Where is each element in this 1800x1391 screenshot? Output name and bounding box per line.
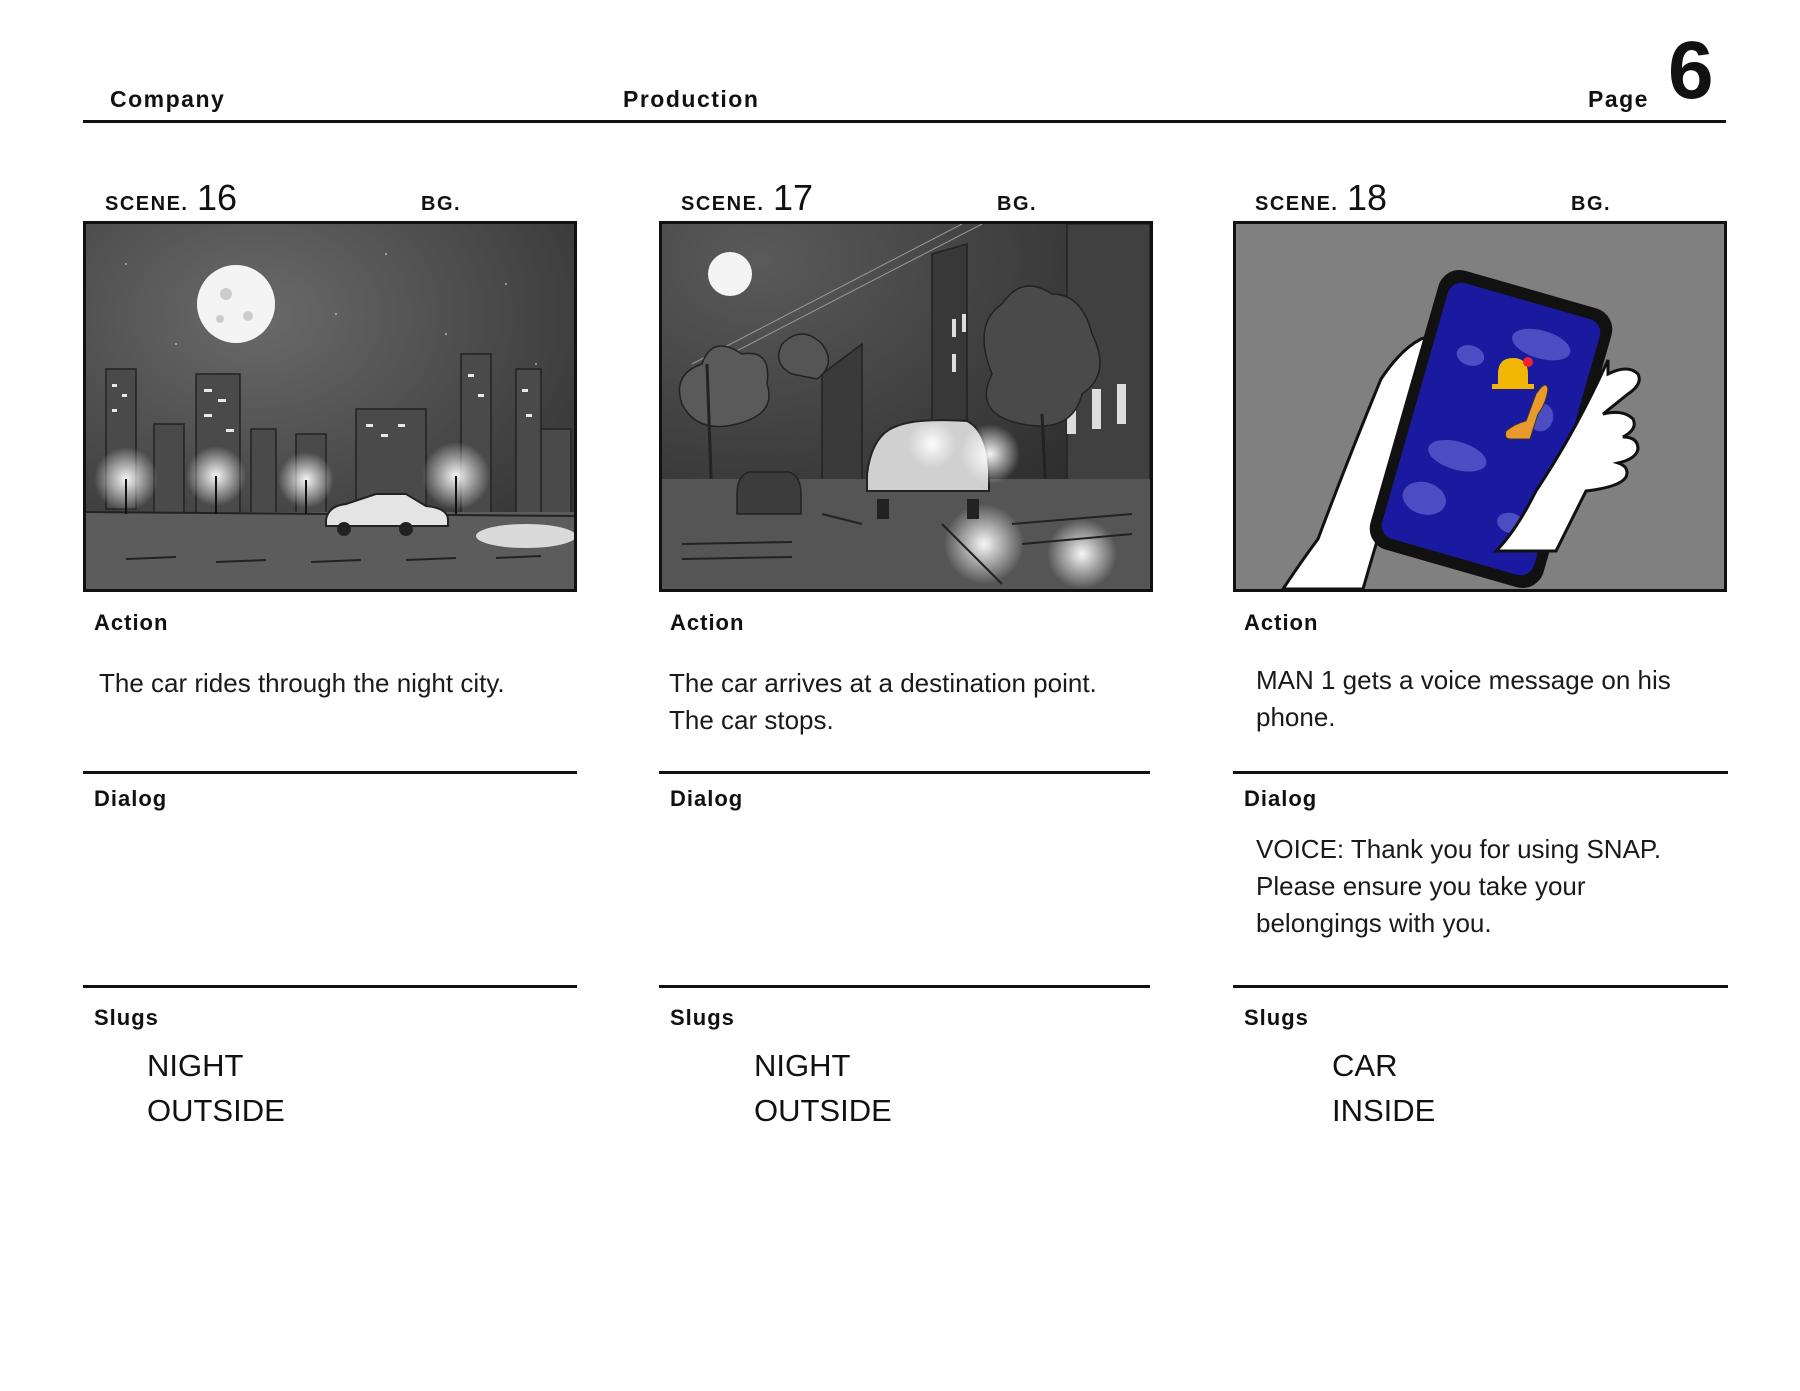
storyboard-frame: [659, 221, 1153, 592]
production-label: Production: [623, 86, 760, 112]
section-divider: [659, 771, 1150, 774]
action-label: Action: [94, 610, 169, 635]
section-divider: [83, 985, 577, 988]
section-divider: [659, 985, 1150, 988]
scene-number: 18: [1347, 177, 1388, 218]
scene-number: 17: [773, 177, 814, 218]
slugs-label: Slugs: [1244, 1005, 1309, 1030]
storyboard-frame: [1233, 221, 1727, 592]
section-divider: [1233, 771, 1728, 774]
slugs-label: Slugs: [94, 1005, 159, 1030]
action-text: MAN 1 gets a voice message on his phone.: [1256, 665, 1671, 732]
action-label: Action: [670, 610, 745, 635]
page-label: Page: [1588, 86, 1649, 112]
action-text: The car arrives at a destination point. The car stops.: [669, 668, 1097, 735]
scene-label: SCENE.: [105, 193, 189, 215]
company-label: Company: [110, 86, 226, 112]
slug-setting: CAR: [1332, 1048, 1398, 1083]
storyboard-frame: [83, 221, 577, 592]
storyboard-panel-18: [1233, 0, 1733, 1391]
dialog-label: Dialog: [670, 786, 744, 811]
section-divider: [1233, 985, 1728, 988]
scene-label: SCENE.: [1255, 193, 1339, 215]
car-stopping-on-night-street-sketch-icon: [662, 224, 1150, 589]
scene-number: 16: [197, 177, 238, 218]
slug-time: NIGHT: [147, 1048, 244, 1083]
action-text: The car rides through the night city.: [99, 668, 505, 698]
bg-label: BG.: [421, 193, 462, 215]
bg-label: BG.: [997, 193, 1038, 215]
storyboard-panel-16: [83, 0, 583, 1391]
slug-location: OUTSIDE: [147, 1093, 285, 1128]
slug-location: INSIDE: [1332, 1093, 1436, 1128]
dialog-label: Dialog: [94, 786, 168, 811]
slug-time: NIGHT: [754, 1048, 851, 1083]
night-city-skyline-car-sketch-icon: [86, 224, 574, 589]
slugs-label: Slugs: [670, 1005, 735, 1030]
hand-holding-phone-notification-sketch-icon: [1236, 224, 1724, 589]
bg-label: BG.: [1571, 193, 1612, 215]
action-label: Action: [1244, 610, 1319, 635]
dialog-text: VOICE: Thank you for using SNAP. Please ensure you take your belongings with you.: [1256, 834, 1662, 938]
scene-label: SCENE.: [681, 193, 765, 215]
dialog-label: Dialog: [1244, 786, 1318, 811]
page-number: 6: [1668, 25, 1714, 116]
section-divider: [83, 771, 577, 774]
storyboard-panel-17: [659, 0, 1159, 1391]
slug-location: OUTSIDE: [754, 1093, 892, 1128]
